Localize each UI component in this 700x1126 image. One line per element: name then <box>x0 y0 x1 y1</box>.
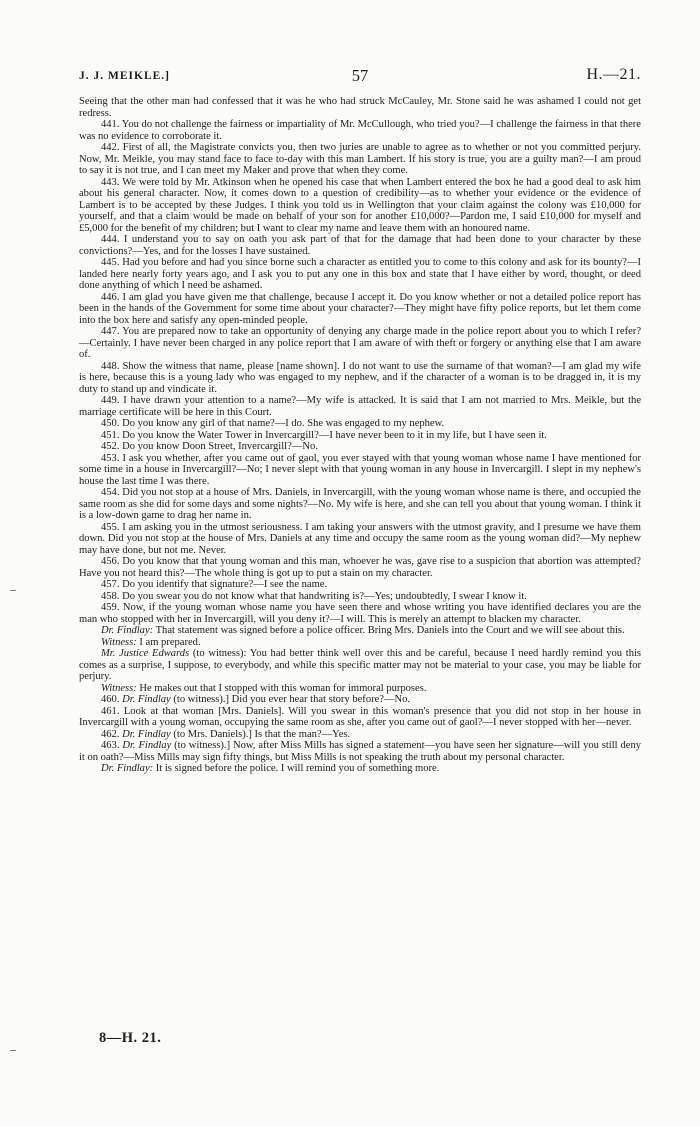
paragraph <box>79 556 641 579</box>
paragraph <box>79 96 641 119</box>
paragraph <box>79 326 641 361</box>
paragraph <box>79 177 641 235</box>
speaker-name: Dr. Findlay <box>122 694 171 705</box>
paragraph <box>79 453 641 488</box>
paragraph-text: 458. Do you swear you do not know what that handwriting is?—Yes; undoubtedly, I swear I know it. <box>101 590 527 602</box>
page-number: 57 <box>351 66 369 85</box>
paragraph <box>79 522 641 557</box>
paragraph <box>79 487 641 522</box>
paragraph <box>79 292 641 327</box>
margin-mark <box>10 590 16 591</box>
paragraph <box>79 625 641 637</box>
paragraph-text: That statement was signed before a police officer. Bring Mrs. Daniels into the Court and we will see about this. <box>155 625 625 636</box>
paragraph <box>79 441 641 453</box>
page-header <box>79 66 641 88</box>
paragraph <box>79 361 641 396</box>
paragraph-text: 454. Did you not stop at a house of Mrs. Daniels, in Invercargill, with the young woman whose name is there, and occupied the same room as she did for some days and some nights?—No. My wife is here, and she can tell you about that young woman. I think it is a low-down game to drag her name in. <box>79 487 641 521</box>
question-number: 463. <box>101 740 120 751</box>
paragraph <box>79 430 641 442</box>
paragraph-text: (to Mrs. Daniels).] Is that the man?—Yes. <box>173 728 351 740</box>
speaker-name: Dr. Findlay <box>122 740 172 751</box>
paragraph <box>79 637 641 649</box>
paragraph <box>79 706 641 729</box>
paragraph <box>79 602 641 625</box>
paragraph-text: 443. We were told by Mr. Atkinson when he opened his case that when Lambert entered the box he had a good deal to ask him about his general character. Now, it comes down to a question of credibility—as to whether your evidence or the evidence of Lambert is to be accepted by these Judges. I think you told us in Wellington that your claim against the colony was £10,000 for yourself, and that a claim would be made on behalf of your son for another £10,000?—Pardon me, I said £10,000 for myself and £5,000 for the benefit of my children; but I want to clear my name and leave them with an honoured name. <box>79 176 641 234</box>
paragraph-text: 446. I am glad you have given me that challenge, because I accept it. Do you know whether or not a detailed police report has been in the hands of the Government for some time about your character?—They might have fifty police reports, but let them come into the box here and satisfy any open-minded people. <box>79 291 641 326</box>
paragraph-text: 452. Do you know Doon Street, Invercargill?—No. <box>101 441 318 452</box>
paragraph <box>79 418 641 430</box>
paragraph <box>79 395 641 418</box>
paragraph-text: 453. I ask you whether, after you came out of gaol, you ever stayed with that young woman whose name I have mentioned for some time in a house in Invercargill?—No; I never slept with that young woman in any house in Invercargill. I slept in my nephew's house the last time I was there. <box>79 452 641 487</box>
paragraph-text: 442. First of all, the Magistrate convicts you, then two juries are unable to agree as to whether or not you committed perjury. Now, Mr. Meikle, you may stand face to face to-day with this man Lambert. If his story is true, you are a guilty man?—I am proud to say it is not true, and I can meet my Maker and prove that when they come. <box>79 142 641 176</box>
paragraph-text: 448. Show the witness that name, please [name shown]. I do not want to use the surname of that woman?—I am glad my wife is here, because this is a young lady who was engaged to my nephew, and if the character of a woman is to be dragged in, it is my duty to stand up and vindicate it. <box>79 360 641 395</box>
paragraph-text: 457. Do you identify that signature?—I see the name. <box>101 579 328 590</box>
paragraph <box>79 763 641 775</box>
header-witness-name: J. J. MEIKLE.] <box>79 70 170 82</box>
paragraph-text: 444. I understand you to say on oath you ask part of that for the damage that had been done to your character by these convictions?—Yes, and for the losses I have sustained. <box>79 234 641 257</box>
paragraph-text: 447. You are prepared now to take an opportunity of denying any charge made in the police report about you to which I refer?—Certainly. I have never been charged in any police report that I am aware of with theft or forgery or anything else that I am aware of. <box>79 326 641 360</box>
paragraph <box>79 119 641 142</box>
paragraph <box>79 729 641 741</box>
paragraph-text: 449. I have drawn your attention to a name?—My wife is attacked. It is said that I am not married to Mrs. Meikle, but the marriage certificate will be here in this Court. <box>79 395 641 418</box>
paragraph <box>79 591 641 603</box>
paragraph <box>79 579 641 591</box>
paragraph <box>79 694 641 706</box>
speaker-name: Dr. Findlay: <box>101 625 154 636</box>
paragraph-text: 451. Do you know the Water Tower in Invercargill?—I have never been to it in my life, but I have seen it. <box>101 429 547 441</box>
paragraph <box>79 142 641 177</box>
paragraph-text: 461. Look at that woman [Mrs. Daniels]. Will you swear in this woman's presence that you did not stop in her house in Invercargill with a young woman, occupying the same room as she, after you came out of gaol?—I never stopped with her—never. <box>79 705 641 728</box>
paragraph-text: Seeing that the other man had confessed that it was he who had struck McCauley, Mr. Stone said he was ashamed I could not get redress. <box>79 96 641 119</box>
paragraph-text: 445. Had you before and had you since borne such a character as entitled you to come to this colony and ask for its bounty?—I landed here nearly forty years ago, and I ask you to put any one in this box and state that I have either by word, thought, or deed done anything of which I need be ashamed. <box>79 257 641 291</box>
paragraph <box>79 257 641 292</box>
paragraph-text: 450. Do you know any girl of that name?—I do. She was engaged to my nephew. <box>101 418 445 429</box>
paragraph <box>79 648 641 683</box>
paragraph-text: He makes out that I stopped with this woman for immoral purposes. <box>139 682 427 694</box>
speaker-name: Witness: <box>101 636 137 648</box>
speaker-name: Dr. Findlay <box>122 728 171 740</box>
paragraph-text: 459. Now, if the young woman whose name you have seen there and whose writing you have identified declares you are the man who stopped with her in Invercargill, will you deny it?—I will. This is merely an attempt to blacken my character. <box>79 602 641 625</box>
paragraph <box>79 740 641 763</box>
paragraph-text: 441. You do not challenge the fairness or impartiality of Mr. McCullough, who tried you?—I challenge the fairness in that there was no evidence to corroborate it. <box>79 119 641 142</box>
paragraph <box>79 683 641 695</box>
margin-mark <box>10 1050 16 1051</box>
paragraph <box>79 234 641 257</box>
paragraph-text: (to witness).] Did you ever hear that story before?—No. <box>173 694 411 705</box>
paragraph-text: It is signed before the police. I will remind you of something more. <box>155 763 440 774</box>
speaker-name: Dr. Findlay: <box>101 763 154 774</box>
paragraph-text: I am prepared. <box>139 636 201 648</box>
paragraph-text: 455. I am asking you in the utmost seriousness. I am taking your answers with the utmost gravity, and I presume we have them down. Did you not stop at the house of Mrs. Daniels at any time and occupy the same room as the young woman did?—My nephew may have done, but not me. Never. <box>79 521 641 556</box>
paragraph-text: (to witness).] Now, after Miss Mills has signed a statement—you have seen her signature—will you still deny it on oath?—Miss Mills may sign fifty things, but Miss Mills is not speaking the truth about my personal character. <box>79 740 641 763</box>
footer-signature: 8—H. 21. <box>99 1030 162 1046</box>
question-number: 460. <box>101 694 120 705</box>
speaker-name: Witness: <box>101 682 137 694</box>
document-body <box>79 96 641 1032</box>
speaker-name: Mr. Justice Edwards <box>101 648 190 659</box>
document-reference: H.—21. <box>586 66 641 83</box>
paragraph-text: 456. Do you know that that young woman and this man, whoever he was, gave rise to a suspicion that abortion was attempted? Have you not heard this?—The whole thing is got up to put a stain on my character. <box>79 556 641 579</box>
paragraph-text: (to witness): You had better think well over this and be careful, because I need hardly remind you this comes as a surprise, I suppose, to everybody, and while this specific matter may not be material to your case, you may be liable for perjury. <box>79 648 641 682</box>
question-number: 462. <box>101 728 120 740</box>
